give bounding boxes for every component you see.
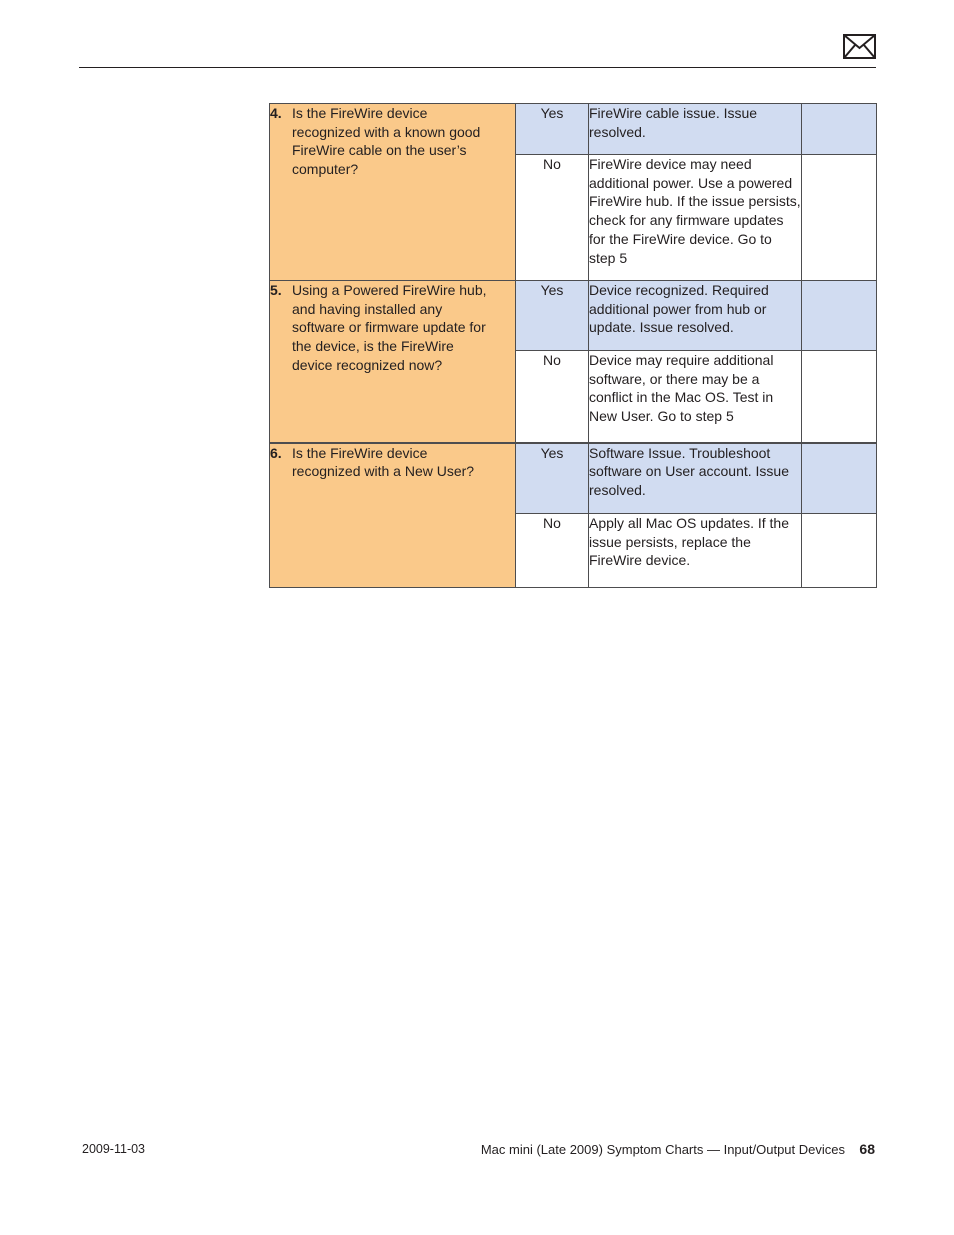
envelope-icon[interactable]	[843, 34, 876, 59]
extra-cell	[802, 443, 877, 514]
answer-yes: Yes	[516, 104, 589, 155]
answer-yes: Yes	[516, 443, 589, 514]
result-yes: Software Issue. Troubleshoot software on User account. Issue resolved.	[589, 443, 802, 514]
step-question-cell	[270, 443, 516, 588]
answer-no: No	[516, 351, 589, 443]
result-yes: FireWire cable issue. Issue resolved.	[589, 104, 802, 155]
footer-date: 2009-11-03	[82, 1142, 146, 1156]
extra-cell	[802, 351, 877, 443]
step-number: 5.	[270, 282, 282, 298]
result-no: FireWire device may need additional power. Use a powered FireWire hub. If the issue persists, check for any firmware updates for the FireWire device. Go to step 5	[589, 155, 802, 281]
header-rule	[79, 67, 876, 68]
result-no: Apply all Mac OS updates. If the issue persists, replace the FireWire device.	[589, 514, 802, 588]
step-question: Using a Powered FireWire hub, and having installed any software or firmware update for the device, is the FireWire device recognized now?	[292, 282, 487, 373]
extra-cell	[802, 104, 877, 155]
step-question: Is the FireWire device recognized with a known good FireWire cable on the user’s computer?	[292, 105, 481, 178]
step-question-cell	[270, 281, 516, 443]
result-yes: Device recognized. Required additional power from hub or update. Issue resolved.	[589, 281, 802, 351]
extra-cell	[802, 281, 877, 351]
result-no: Device may require additional software, or there may be a conflict in the Mac OS. Test in New User. Go to step 5	[589, 351, 802, 443]
symptom-chart-table	[269, 103, 877, 588]
extra-cell	[802, 514, 877, 588]
answer-no: No	[516, 514, 589, 588]
answer-yes: Yes	[516, 281, 589, 351]
page-number: 68	[859, 1141, 875, 1157]
step-number: 4.	[270, 105, 282, 121]
extra-cell	[802, 155, 877, 281]
footer-title: Mac mini (Late 2009) Symptom Charts — Input/Output Devices	[480, 1142, 845, 1157]
step-question-cell	[270, 104, 516, 281]
answer-no: No	[516, 155, 589, 281]
step-number: 6.	[270, 444, 282, 461]
step-question: Is the FireWire device recognized with a New User?	[292, 444, 475, 480]
